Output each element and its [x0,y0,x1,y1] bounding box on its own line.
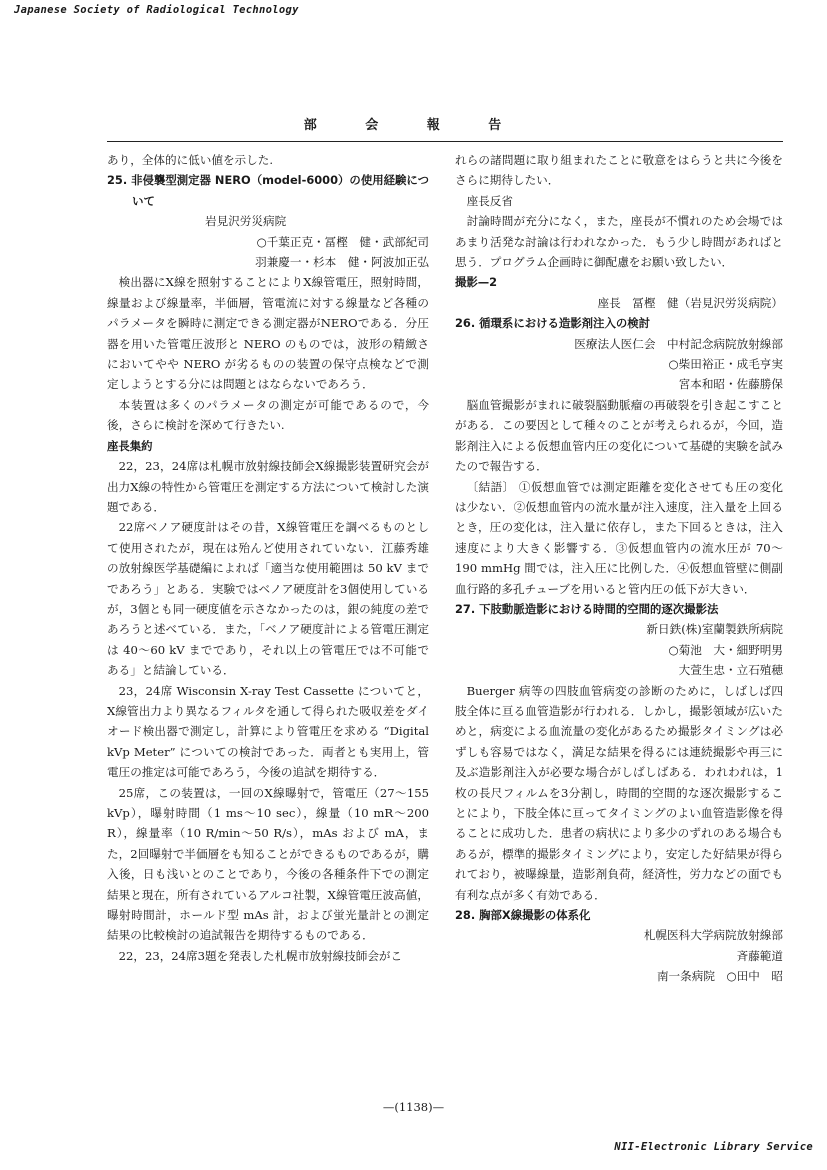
paragraph: 座長反省 [466,193,513,208]
paragraph: 岩見沢労災病院 [205,214,287,229]
section-heading: 撮影—2 [455,275,498,290]
paragraph: 25席，この装置は，一回のX線曝射で，管電圧（27〜155 kVp），曝射時間（1 ms〜10 sec），線量（10 mR〜200 R），線量率（10 R/min〜50 R/s），mAs および mA，また，2回曝射で半価層をも知ることができるものであるが，購入後，日も浅いとのことであり，今後の各種条件下での測定結果と現在，所有されているアルコ社製，X線管電圧波高値，曝射時間計，ホールド型 mAs 計，および蛍光量計との測定結果の比較検討の追試報告を期待するものである． [107,785,429,943]
paragraph: 南一条病院 ○田中 昭 [656,969,783,984]
section-heading: 26. 循環系における造影剤注入の検討 [455,316,651,331]
paragraph: 脳血管撮影がまれに破裂脳動脈瘤の再破裂を引き起こすことがある．この要因として種々のことが考えられるが，今回，造影剤注入による仮想血管内圧の変化について基礎的実験を試みたので報告する． [455,397,783,474]
paragraph: ○菊池 大・細野明男 [668,642,783,657]
section-heading: 27. 下肢動脈造影における時間的空間的逐次撮影法 [455,601,719,616]
paragraph: ○柴田裕正・成毛亨実 [668,357,783,372]
paragraph: 〔結語〕 ①仮想血管では測定距離を変化させても圧の変化は少ない．②仮想血管内の流水量が注入速度，注入量を上回るとき，圧の変化は，注入量に依存し，また下回るときは，注入速度により大きく影響する．③仮想血管内の流水圧が 70〜190 mmHg 間では，注入圧に比例した．④仮想血管壁に側副血行路的多孔チューブを用いると管内圧の低下が大きい． [455,479,783,596]
paragraph: ○千葉正克・冨樫 健・武部紀司 [256,234,429,249]
right-column [455,150,783,987]
page-number: —(1138)— [382,1100,445,1114]
paragraph: 23，24席 Wisconsin X-ray Test Cassette についてと，X線管出力より異なるフィルタを通して得られた吸収差をダイオード検出器で測定し，計算により管電圧を求める “Digital kVp Meter” についての検討であった．両者とも実用上，管電圧の推定は可能であろう，今後の追試を期待する． [107,683,429,780]
paragraph: 討論時間が充分になく，また，座長が不慣れのため会場ではあまり活発な討論は行われなかった．もう少し時間があればと思う．プログラム企画時に御配慮をお願い致したい． [455,214,783,270]
paragraph: 新日鉄(株)室蘭製鉄所病院 [646,622,783,637]
paragraph: 斉藤範道 [736,948,783,963]
section-heading: 28. 胸部X線撮影の体系化 [455,908,591,923]
paragraph: 22席ベノア硬度計はその昔，X線管電圧を調べるものとして使用されたが，現在は殆んど使用されていない．江藤秀雄の放射線医学基礎編によれば「適当な使用範囲は 50 kV までであろう」とある．実験ではベノア硬度計を3個使用しているが，3個とも同一硬度値を示さなかったのは，銀の純度の差であろうと述べている．また，「ベノア硬度計による管電圧測定は 40〜60 kV までであり，それ以上の管電圧では不可能である」と結論している． [107,520,429,678]
section-heading: 座長集約 [107,438,153,453]
paragraph: 検出器にX線を照射することによりX線管電圧，照射時間，線量および線量率，半価層，管電流に対する線量など各種のパラメータを瞬時に測定できる測定器がNEROである．分圧器を用いた管電圧波形と NERO のものでは，波形の精緻さにおいてやや NERO が劣るものの装置の保守点検などで測定しようとする分には問題とはならないであろう． [107,275,429,392]
society-header: Japanese Society of Radiological Technology [14,4,299,16]
paragraph: 宮本和昭・佐藤勝保 [678,377,783,392]
paragraph: あり，全体的に低い値を示した. [107,153,273,167]
paragraph: 22，23，24席は札幌市放射線技師会X線撮影装置研究会が出力X線の特性から管電圧を測定する方法について検討した演題である． [107,459,429,514]
section-title: 部 会 報 告 [303,118,524,133]
paragraph: 22，23，24席3題を発表した札幌市放射線技師会がこ [118,948,403,963]
header-rule [107,141,783,142]
paragraph: 医療法人医仁会 中村記念病院放射線部 [574,336,783,351]
section-heading: 25. 非侵襲型測定器 NERO（model-6000）の使用経験について [107,173,429,208]
paragraph: 本装置は多くのパラメータの測定が可能であるので，今後，さらに検討を深めて行きたい. [107,397,429,433]
paragraph: 座長 冨樫 健（岩見沢労災病院） [597,295,783,310]
paragraph: 大萱生忠・立石殖穂 [678,663,783,678]
paragraph: れらの諸問題に取り組まれたことに敬意をはらうと共に今後をさらに期待したい． [455,153,783,188]
left-column [107,150,429,966]
paragraph: Buerger 病等の四肢血管病変の診断のために，しばしば四肢全体に亘る血管造影が行われる．しかし，撮影領域が広いためと，病変による血流量の変化があるため撮影タイミングは必ずしも容易ではなく，満足な結果を得るには連続撮影や再三に及ぶ造影剤注入が必要な場合がしばしばある．われわれは，1枚の長尺フィルムを3分割し，時間的空間的な逐次撮影することにより，下肢全体に亘ってタイミングのよい血管造影像を得ることに成功した．患者の病状により多少のずれのある場合もあるが，標準的撮影タイミングにより，安定した好結果が得られており，被曝線量，造影剤負荷，経済性，労力などの面でも有利な点が多く有効である． [455,683,783,902]
source-footer: NII-Electronic Library Service [614,1141,813,1153]
paragraph: 札幌医科大学病院放射線部 [643,928,783,943]
paragraph: 羽兼慶一・杉本 健・阿波加正弘 [255,255,429,270]
